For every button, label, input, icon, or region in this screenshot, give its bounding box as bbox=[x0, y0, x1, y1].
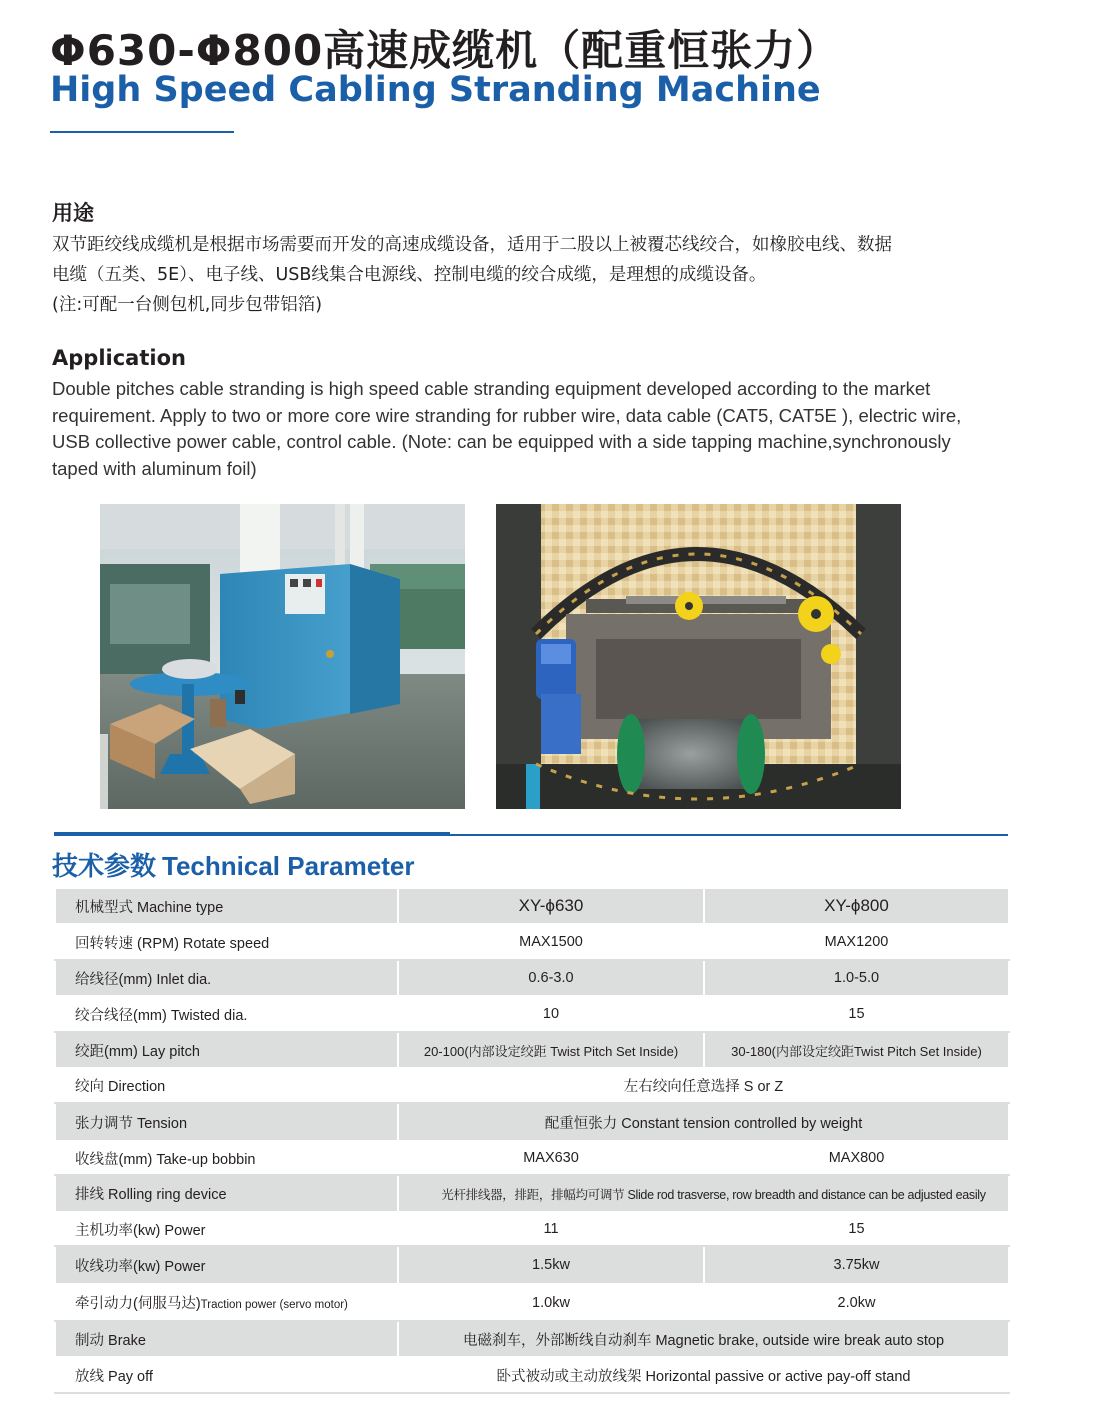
table-row bbox=[55, 924, 1009, 960]
param-label: 排线 Rolling ring device bbox=[55, 1175, 398, 1212]
table-row bbox=[55, 1068, 1009, 1103]
param-label: 放线 Pay off bbox=[55, 1357, 398, 1393]
application-line-3: USB collective power cable, control cable. (Note: can be equipped with a side tapping machine,synchronously bbox=[52, 431, 951, 452]
tech-rule-thin bbox=[450, 834, 1008, 836]
param-label bbox=[55, 1284, 398, 1321]
table-row bbox=[55, 1212, 1009, 1246]
param-value-630: MAX630 bbox=[398, 1141, 704, 1175]
table-row bbox=[55, 1141, 1009, 1175]
usage-note: (注:可配一台侧包机,同步包带铝箔) bbox=[52, 295, 323, 315]
param-label: 绞合线径(mm) Twisted dia. bbox=[55, 996, 398, 1032]
param-label: 制动 Brake bbox=[55, 1321, 398, 1357]
machine-internal-bobbin-photo bbox=[496, 504, 901, 809]
table-row bbox=[55, 1175, 1009, 1212]
param-value-800: 2.0kw bbox=[704, 1284, 1009, 1321]
tech-heading bbox=[52, 846, 414, 883]
table-row bbox=[55, 1103, 1009, 1141]
table-row bbox=[55, 960, 1009, 996]
param-label: 绞距(mm) Lay pitch bbox=[55, 1032, 398, 1068]
application-text bbox=[52, 376, 1012, 482]
param-value-630: 11 bbox=[398, 1212, 704, 1246]
param-value-630: 20-100(内部设定绞距 Twist Pitch Set Inside) bbox=[398, 1032, 704, 1068]
param-value-merged: 光杆排线器，排距，排幅均可调节 Slide rod trasverse, row breadth and distance can be adjusted easily bbox=[398, 1175, 1009, 1212]
param-value-800: XY-ϕ800 bbox=[704, 888, 1009, 924]
table-row bbox=[55, 1321, 1009, 1357]
param-value-630: 0.6-3.0 bbox=[398, 960, 704, 996]
param-label: 绞向 Direction bbox=[55, 1068, 398, 1103]
param-label: 主机功率(kw) Power bbox=[55, 1212, 398, 1246]
param-value-800: MAX1200 bbox=[704, 924, 1009, 960]
param-label: 收线功率(kw) Power bbox=[55, 1246, 398, 1284]
tech-rule-thick bbox=[54, 832, 450, 836]
application-line-2: requirement. Apply to two or more core wire stranding for rubber wire, data cable (CAT5, CAT5E ), electric wire, bbox=[52, 404, 962, 426]
tech-heading-en: Technical Parameter bbox=[162, 851, 415, 881]
param-value-merged: 电磁刹车，外部断线自动刹车 Magnetic brake, outside wire break auto stop bbox=[398, 1321, 1009, 1357]
parameter-table bbox=[54, 887, 1010, 1394]
param-value-800: 3.75kw bbox=[704, 1246, 1009, 1284]
param-value-630: 1.0kw bbox=[398, 1284, 704, 1321]
table-row bbox=[55, 1032, 1009, 1068]
usage-line-1: 双节距绞线成缆机是根据市场需要而开发的高速成缆设备，适用于二股以上被覆芯线绞合，如橡胶电线、数据 bbox=[52, 235, 892, 255]
param-label-cn: 牵引动力(伺服马达) bbox=[75, 1296, 201, 1312]
tech-heading-cn: 技术参数 bbox=[52, 852, 157, 882]
page-title-cn: Φ630-Φ800高速成缆机（配重恒张力） bbox=[50, 26, 840, 75]
param-value-merged: 卧式被动或主动放线架 Horizontal passive or active pay-off stand bbox=[398, 1357, 1009, 1393]
param-label: 收线盘(mm) Take-up bobbin bbox=[55, 1141, 398, 1175]
table-row bbox=[55, 1246, 1009, 1284]
param-value-630: MAX1500 bbox=[398, 924, 704, 960]
application-heading: Application bbox=[52, 346, 186, 370]
param-label-en: Traction power (servo motor) bbox=[200, 1299, 348, 1311]
param-value-800: 1.0-5.0 bbox=[704, 960, 1009, 996]
table-row bbox=[55, 996, 1009, 1032]
param-value-800: MAX800 bbox=[704, 1141, 1009, 1175]
usage-text bbox=[52, 230, 1012, 320]
table-row bbox=[55, 888, 1009, 924]
usage-line-2: 电缆（五类、5E）、电子线、USB线集合电源线、控制电缆的绞合成缆，是理想的成缆设备。 bbox=[52, 265, 767, 285]
param-value-merged: 配重恒张力 Constant tension controlled by weight bbox=[398, 1103, 1009, 1141]
param-value-800: 15 bbox=[704, 1212, 1009, 1246]
param-label: 回转转速 (RPM) Rotate speed bbox=[55, 924, 398, 960]
usage-heading: 用途 bbox=[52, 201, 94, 225]
param-label: 张力调节 Tension bbox=[55, 1103, 398, 1141]
machine-workshop-photo bbox=[100, 504, 465, 809]
param-value-630: 1.5kw bbox=[398, 1246, 704, 1284]
page-title-en: High Speed Cabling Stranding Machine bbox=[50, 70, 821, 110]
param-value-merged: 左右绞向任意选择 S or Z bbox=[398, 1068, 1009, 1103]
param-label: 机械型式 Machine type bbox=[55, 888, 398, 924]
table-row bbox=[55, 1357, 1009, 1393]
param-value-800: 15 bbox=[704, 996, 1009, 1032]
title-underline bbox=[50, 131, 234, 133]
application-line-1: Double pitches cable stranding is high speed cable stranding equipment developed according to the market bbox=[52, 378, 931, 399]
table-row bbox=[55, 1284, 1009, 1321]
param-label: 给线径(mm) Inlet dia. bbox=[55, 960, 398, 996]
application-line-4: taped with aluminum foil) bbox=[52, 457, 257, 479]
param-value-630: XY-ϕ630 bbox=[398, 888, 704, 924]
param-value-630: 10 bbox=[398, 996, 704, 1032]
param-value-800: 30-180(内部设定绞距Twist Pitch Set Inside) bbox=[704, 1032, 1009, 1068]
